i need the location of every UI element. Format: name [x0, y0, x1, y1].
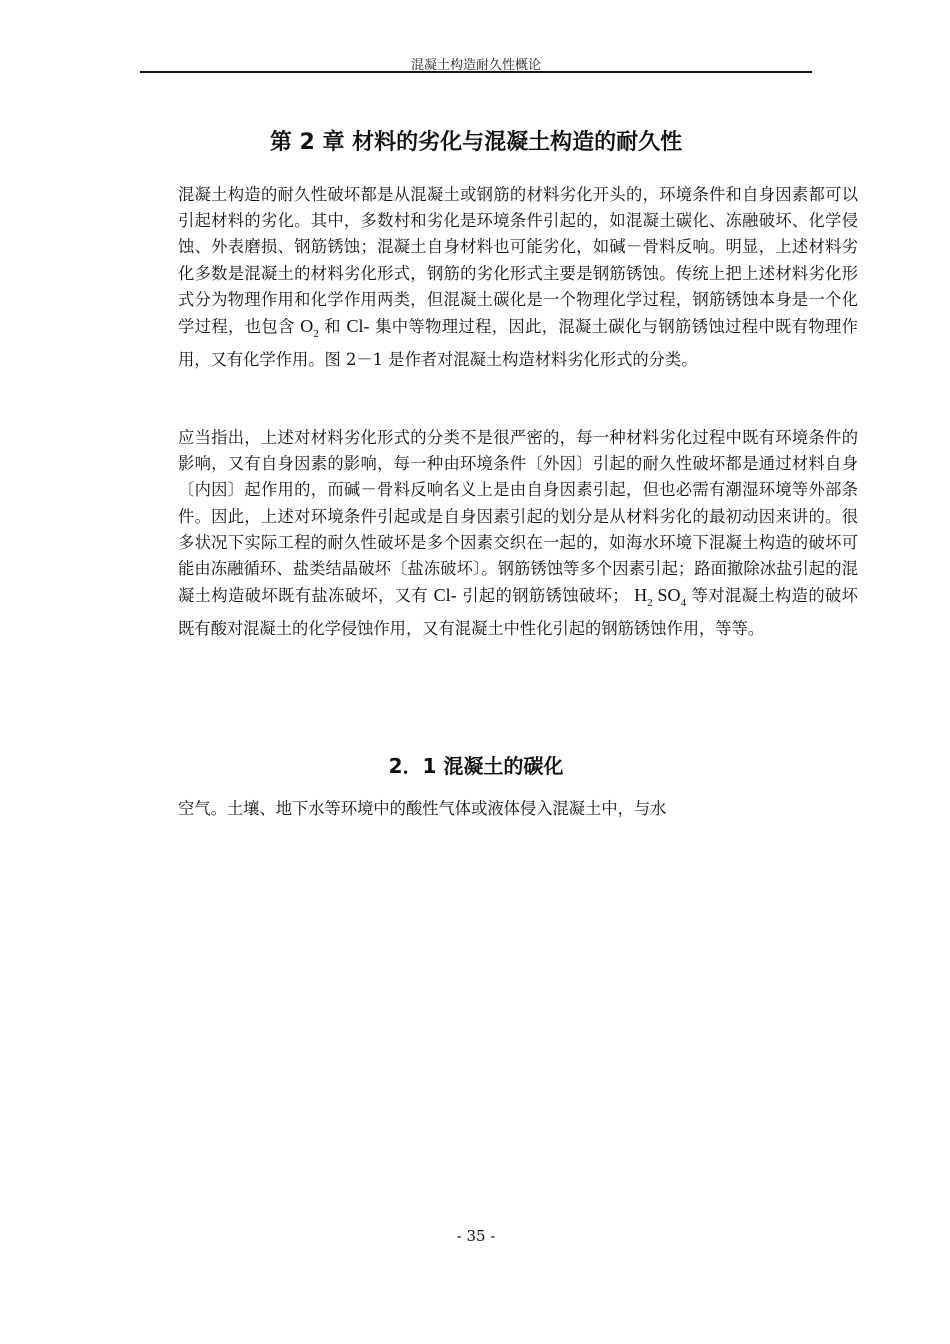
page-number: - 35 - [456, 1227, 496, 1245]
section-title: 2．1 混凝土的碳化 [388, 754, 564, 778]
sulfuric-acid-formula: $H_2$ $SO_4$ [634, 585, 687, 610]
para1-text-b: 和 [324, 317, 341, 337]
paragraph-3: 空气。土壤、地下水等环境中的酸性气体或液体侵入混凝土中，与水 [178, 799, 667, 818]
para2-text-b: 引起的混凝土构造破坏既有盐冻破坏，又有 [178, 559, 858, 606]
header-rule [140, 71, 812, 73]
para1-text-c: 集中等物理过程，因此，混凝土碳化与钢筋锈蚀过程中既有物理作用，又有化学作用。图 2－1 是作者对混凝土构造材料劣化形式的分类。 [178, 317, 858, 370]
para2-text-c: 引起的钢筋锈蚀破坏； [462, 586, 629, 606]
para2-text-d: 等对混凝土构造的破坏既有酸对混凝土的化学侵蚀作用，又有混凝土中性化引起的钢筋锈蚀作用，等等。 [178, 586, 858, 639]
chapter-title: 第 2 章 材料的劣化与混凝土构造的耐久性 [269, 130, 683, 155]
o2-formula: $O_2$ [300, 316, 319, 341]
running-header: 混凝土构造耐久性概论 [410, 58, 541, 73]
para1-text-a: 混凝土构造的耐久性破坏都是从混凝土或钢筋的材料劣化开头的，环境条件和自身因素都可以引起材料的劣化。其中，多数村和劣化是环境条件引起的，如混凝土碳化、冻融破坏、化学侵蚀、外表磨损、钢筋锈蚀；混凝土自身材料也可能劣化，如碱－骨料反响。明显，上述材料劣化多数是混凝土的材料劣化形式，钢筋的劣化形式主要是钢筋锈蚀。传统上把上述材料劣化形式分为物理作用和化学作用两类，但混凝土碳化是一个物理化学过程，钢筋锈蚀本身是一个化学过程，也包含 [178, 185, 858, 337]
chloride-ion-2: Cl- [433, 585, 457, 606]
para2-text-a: 应当指出，上述对材料劣化形式的分类不是很严密的，每一种材料劣化过程中既有环境条件的影响，又有自身因素的影响，每一种由环境条件〔外因〕引起的耐久性破坏都是通过材料自身〔内因〕起作用的，而碱－骨料反响名义上是由自身因素引起，但也必需有潮湿环境等外部条件。因此，上述对环境条件引起或是自身因素引起的划分是从材料劣化的最初动因来讲的。很多状况下实际工程的耐久性破坏是多个因素交织在一起的，如海水环境下混凝土构造的破坏可能由冻融循环、盐类结晶破坏〔盐冻破坏〕。钢筋锈蚀等多个因素引起；路面撤除冰盐 [178, 428, 858, 579]
chloride-ion: Cl- [346, 316, 370, 337]
paragraph-2 [145, 425, 858, 643]
paragraph-1 [145, 182, 858, 373]
